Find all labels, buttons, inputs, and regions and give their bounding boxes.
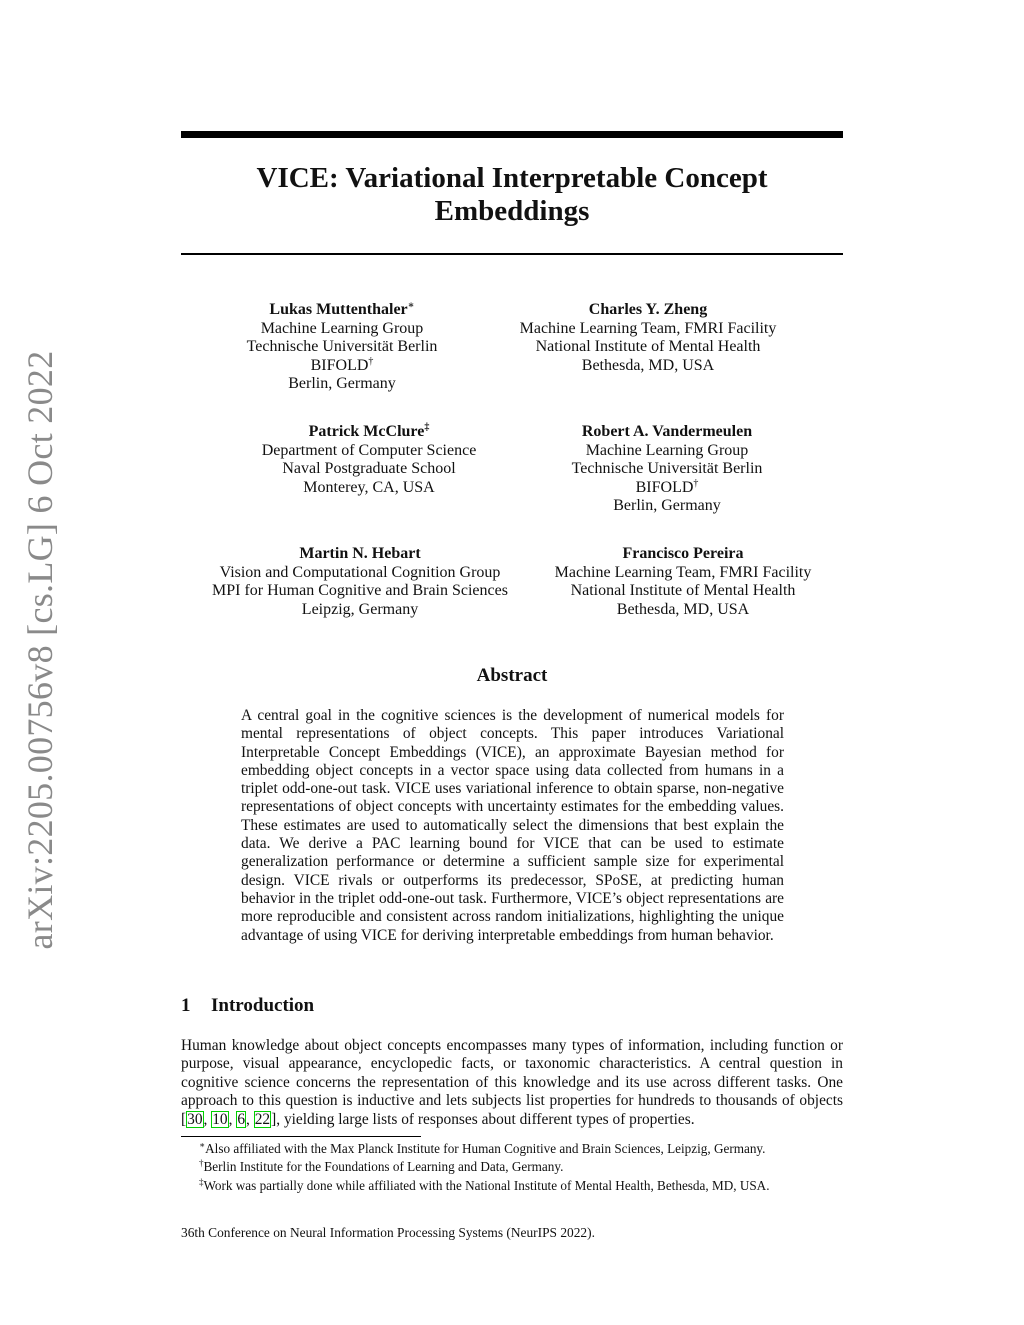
- venue-note: 36th Conference on Neural Information Processing Systems (NeurIPS 2022).: [181, 1225, 595, 1240]
- citation-link[interactable]: 30: [187, 1110, 203, 1128]
- author-footnote-mark: ∗: [407, 300, 415, 311]
- author-name: [478, 301, 818, 320]
- author-name: [497, 423, 837, 442]
- footnote: [199, 1140, 859, 1158]
- footnote-mark: †: [199, 1158, 204, 1169]
- citation-separator: ,: [246, 1110, 254, 1128]
- author-name: [172, 301, 512, 320]
- author-name-text: Robert A. Vandermeulen: [581, 423, 753, 440]
- citation-link[interactable]: 22: [254, 1110, 271, 1128]
- footnote-text: Also affiliated with the Max Planck Institute for Human Cognitive and Brain Sciences, Leipzig, Germany.: [205, 1141, 766, 1156]
- author-name-text: Patrick McClure: [308, 423, 425, 440]
- citation-link[interactable]: 6: [237, 1110, 246, 1128]
- footnote: [199, 1158, 859, 1176]
- author-affiliation-line: BIFOLD†: [635, 477, 699, 496]
- author-name: [199, 423, 539, 442]
- author-block: [513, 545, 853, 619]
- citation-link[interactable]: 10: [212, 1110, 228, 1128]
- author-affiliation-line: Machine Learning Group: [260, 319, 424, 337]
- author-affiliation-line: Department of Computer Science: [261, 441, 477, 459]
- footnote-text: Berlin Institute for the Foundations of Learning and Data, Germany.: [203, 1159, 564, 1175]
- footnote-mark: ‡: [199, 1176, 204, 1187]
- author-affiliation-line: Naval Postgraduate School: [282, 460, 456, 477]
- author-block: [478, 301, 818, 375]
- author-block: [172, 301, 512, 394]
- footnote: [199, 1177, 859, 1195]
- author-block: [190, 545, 530, 619]
- author-affiliation-line: Bethesda, MD, USA: [581, 356, 715, 374]
- author-name-text: Francisco Pereira: [622, 545, 744, 562]
- author-affiliation-line: National Institute of Mental Health: [535, 338, 761, 355]
- author-affiliation-line: Machine Learning Team, FMRI Facility: [554, 563, 812, 581]
- author-affiliation-line: Leipzig, Germany: [301, 600, 419, 618]
- section-heading: [181, 995, 314, 1017]
- intro-text-before: Human knowledge about object concepts encompasses many types of information, including function or purpose, visual appearance, encyclopedic facts, or taxonomic characteristics. A central question in cognitive science concerns the representation of this knowledge and its use across different tasks. One approach to this question is inductive and lets subjects list properties for hundreds to thousands of objects [: [181, 1037, 843, 1128]
- author-name: [190, 545, 530, 564]
- footnote-text: Work was partially done while affiliated with the National Institute of Mental Health, Bethesda, MD, USA.: [203, 1177, 770, 1193]
- author-affiliation-line: Machine Learning Team, FMRI Facility: [519, 319, 777, 337]
- arxiv-stamp: arXiv:2205.00756v8 [cs.LG] 6 Oct 2022: [20, 350, 60, 950]
- footnote-rule: [181, 1136, 421, 1137]
- author-affiliation-line: Technische Universität Berlin: [571, 460, 763, 477]
- author-block: [199, 423, 539, 497]
- affiliation-footnote-mark: †: [368, 355, 374, 367]
- footnotes: [199, 1140, 859, 1195]
- citation-separator: ,: [228, 1110, 237, 1128]
- author-affiliation-line: Technische Universität Berlin: [246, 338, 438, 355]
- author-name-text: Charles Y. Zheng: [588, 301, 708, 318]
- abstract-heading: Abstract: [476, 665, 548, 686]
- citation-list: [186, 1111, 271, 1128]
- section-title: Introduction: [211, 995, 315, 1016]
- citation-separator: ,: [203, 1110, 212, 1128]
- author-footnote-mark: ‡: [424, 422, 430, 433]
- author-affiliation-line: BIFOLD†: [310, 355, 374, 374]
- author-affiliation-line: MPI for Human Cognitive and Brain Sciences: [212, 582, 508, 599]
- author-affiliation-line: Bethesda, MD, USA: [616, 600, 750, 618]
- abstract-text: A central goal in the cognitive sciences is the development of numerical models for mental representations of object concepts. This paper introduces Variational Interpretable Concept Embeddings (VICE), an approximate Bayesian method for embedding object concepts in a vector space using data collected from humans in a triplet odd-one-out task. VICE uses variational inference to obtain sparse, non-negative representations of object concepts with uncertainty estimates for the embedding values. These estimates are used to automatically select the dimensions that best explain the data. We derive a PAC learning bound for VICE that can be used to estimate generalization performance or determine a sufficient sample size for experimental design. VICE rivals or outperforms its predecessor, SPoSE, at predicting human behavior in the triplet odd-one-out task. Furthermore, VICE’s object representations are more reproducible and consistent across random initializations, highlighting the unique advantage of using VICE for deriving interpretable embeddings from human behavior.: [241, 707, 784, 944]
- author-block: [497, 423, 837, 516]
- author-name-text: Martin N. Hebart: [299, 545, 421, 562]
- title-rule-top: [181, 131, 843, 138]
- author-name: [513, 545, 853, 564]
- author-affiliation-line: Vision and Computational Cognition Group: [219, 563, 501, 581]
- paper-title: VICE: Variational Interpretable Concept Embeddings: [256, 162, 768, 227]
- affiliation-footnote-mark: †: [693, 477, 699, 489]
- title-rule-bottom: [181, 253, 843, 255]
- section-number: 1: [181, 995, 191, 1016]
- footnote-mark: ∗: [199, 1140, 206, 1150]
- author-affiliation-line: Machine Learning Group: [585, 441, 749, 459]
- author-affiliation-line: Monterey, CA, USA: [303, 478, 435, 496]
- author-affiliation-line: National Institute of Mental Health: [570, 582, 796, 599]
- author-affiliation-line: Berlin, Germany: [613, 497, 721, 514]
- author-affiliation-line: Berlin, Germany: [288, 375, 396, 392]
- intro-text-after: ], yielding large lists of responses about different types of properties.: [271, 1110, 695, 1128]
- introduction-paragraph: [181, 1037, 843, 1129]
- author-name-text: Lukas Muttenthaler: [269, 301, 408, 318]
